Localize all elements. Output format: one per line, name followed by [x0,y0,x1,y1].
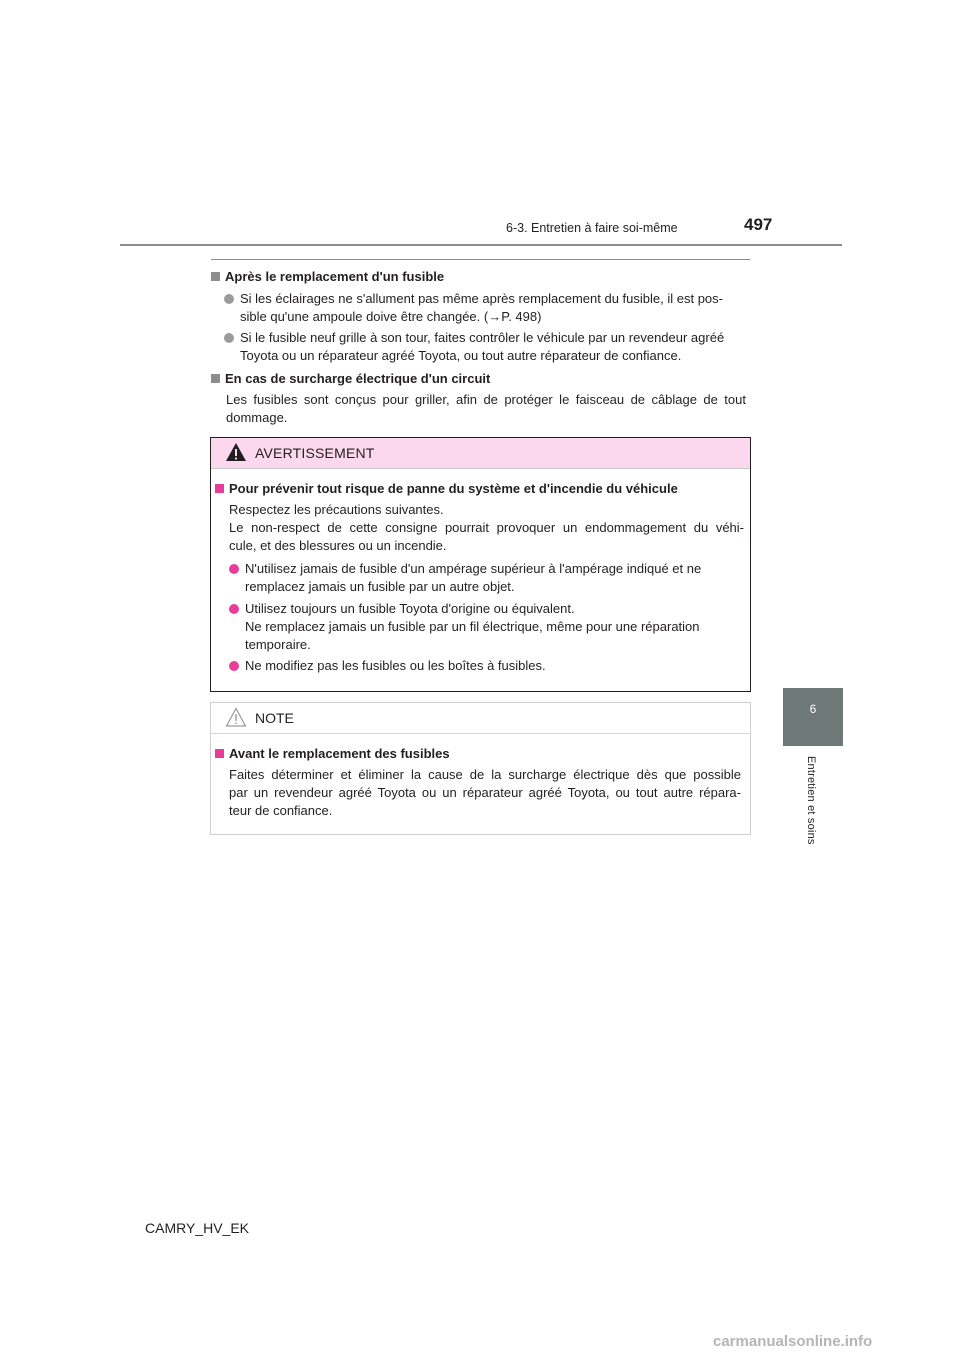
note-title: NOTE [255,710,294,726]
chapter-label: Entretien et soins [805,756,817,845]
warning-heading: Pour prévenir tout risque de panne du système et d'incendie du véhicule [215,480,678,498]
note-header [211,703,750,734]
caution-triangle-icon [225,707,247,727]
header-rule [120,244,842,246]
warning-box [210,437,751,692]
list-item: Ne modifiez pas les fusibles ou les boîtes à fusibles. [229,657,744,675]
list-item: Si les éclairages ne s'allument pas même après remplacement du fusible, il est pos- sible qu'une ampoule doive être changée. (→P. 498) [224,290,750,326]
list-item: N'utilisez jamais de fusible d'un ampérage supérieur à l'ampérage indiqué et ne remplacez jamais un fusible par un autre objet. [229,560,744,596]
round-bullet-icon [224,294,234,304]
warning-title: AVERTISSEMENT [255,445,375,461]
warning-intro: Respectez les précautions suivantes. Le non-respect de cette consigne pourrait provoquer un endommagement du véhi- cule, et des blessures ou un incendie. [229,502,744,553]
model-code: CAMRY_HV_EK [145,1220,250,1236]
warning-header [211,438,750,469]
page-number: 497 [744,215,773,234]
content-top-rule [211,259,750,260]
list-item: Si le fusible neuf grille à son tour, faites contrôler le véhicule par un revendeur agréé Toyota ou un réparateur agréé Toyota, ou tout autre réparateur de confiance. [224,329,750,365]
square-bullet-icon [215,749,224,758]
section-heading-overload: En cas de surcharge électrique d'un circuit [211,370,490,388]
section-title: 6-3. Entretien à faire soi-même [506,221,678,235]
round-bullet-icon [229,604,239,614]
note-heading: Avant le remplacement des fusibles [215,745,450,763]
overload-paragraph: Les fusibles sont conçus pour griller, afin de protéger le faisceau de câblage de tout dommage. [226,392,746,425]
square-bullet-icon [215,484,224,493]
watermark: carmanualsonline.info [713,1333,873,1350]
list-item: Utilisez toujours un fusible Toyota d'origine ou équivalent. Ne remplacez jamais un fusible par un fil électrique, même pour une réparation temporaire. [229,600,744,654]
chapter-tab [783,688,843,746]
section-heading-after-replacement: Après le remplacement d'un fusible [211,268,444,286]
warning-triangle-icon [225,442,247,462]
square-bullet-icon [211,374,220,383]
round-bullet-icon [229,564,239,574]
round-bullet-icon [224,333,234,343]
note-box [210,702,751,835]
round-bullet-icon [229,661,239,671]
note-paragraph: Faites déterminer et éliminer la cause de la surcharge électrique dès que possible par un revendeur agréé Toyota ou un réparateur agréé Toyota, ou tout autre répara- teur de confiance. [229,767,741,818]
square-bullet-icon [211,272,220,281]
chapter-number: 6 [809,702,817,716]
